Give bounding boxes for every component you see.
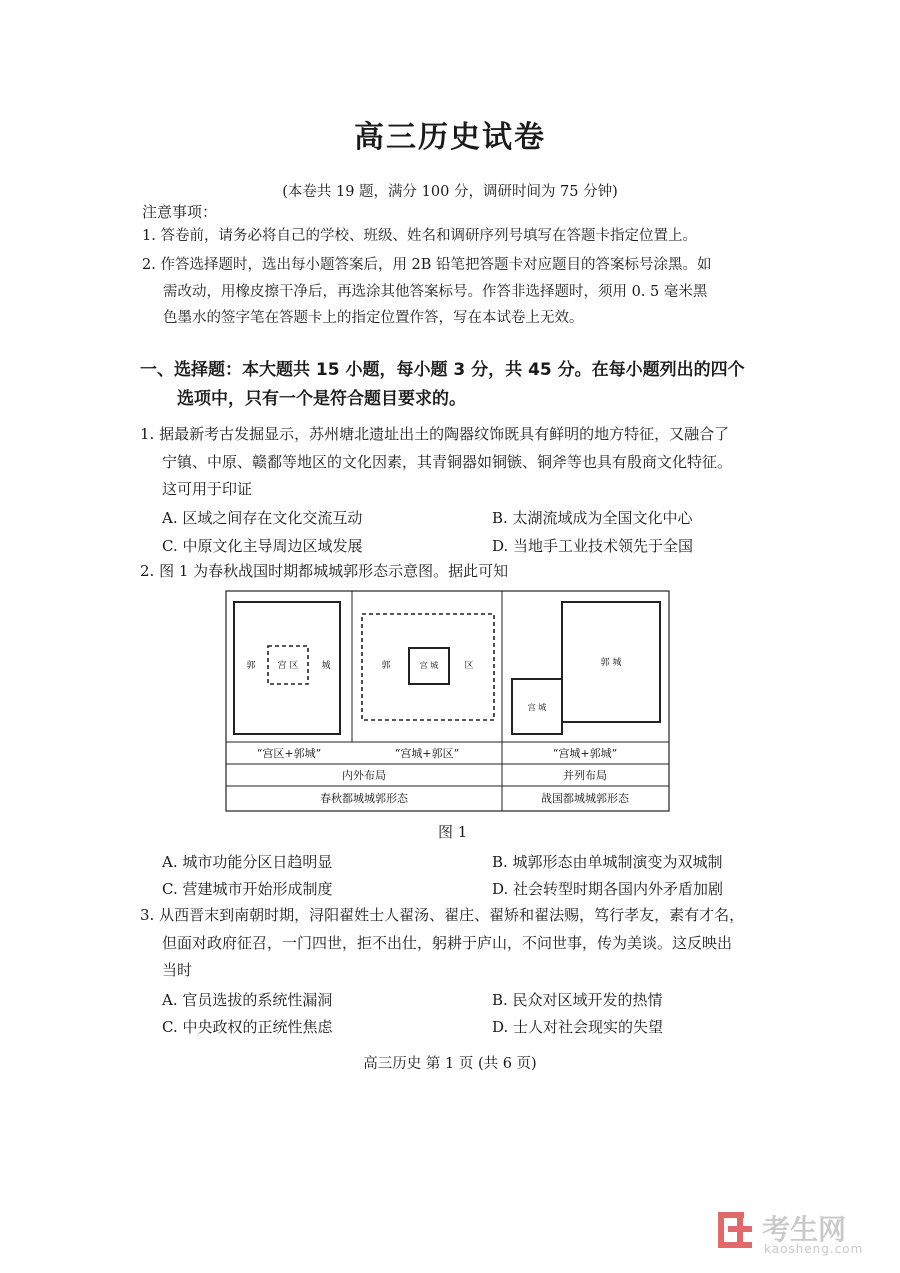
section-heading-cont: 选项中，只有一个是符合题目要求的。 — [177, 389, 466, 409]
layout-inner-outer: 内外布局 — [342, 769, 386, 782]
q1-stem: 宁镇、中原、赣鄱等地区的文化因素，其青铜器如铜镞、铜斧等也具有殷商文化特征。 — [162, 453, 733, 471]
q3-option-d: D. 士人对社会现实的失望 — [492, 1018, 664, 1036]
q2-option-a: A. 城市功能分区日趋明显 — [162, 853, 333, 871]
p1-inner-label: 宫 区 — [277, 661, 299, 671]
caption-2: “宫城+郭区” — [394, 747, 460, 760]
caption-1: “宫区+郭城” — [256, 747, 322, 760]
q1-option-a: A. 区域之间存在文化交流互动 — [162, 509, 363, 527]
p3-big-label: 郭 城 — [600, 658, 622, 668]
note-line: 需改动，用橡皮擦干净后，再选涂其他答案标号。作答非选择题时，须用 0. 5 毫米黑 — [163, 284, 708, 300]
kaosheng-logo-icon — [714, 1208, 756, 1252]
watermark — [714, 1208, 884, 1258]
q2-option-d: D. 社会转型时期各国内外矛盾加剧 — [492, 880, 724, 898]
q2-stem: 2. 图 1 为春秋战国时期都城城郭形态示意图。据此可知 — [140, 562, 509, 580]
q2-option-c: C. 营建城市开始形成制度 — [162, 880, 333, 898]
q1-option-b: B. 太湖流域成为全国文化中心 — [492, 509, 693, 527]
watermark-brand: 考生网 — [762, 1213, 847, 1246]
q1-stem: 这可用于印证 — [162, 480, 253, 498]
figure-caption: 图 1 — [438, 823, 468, 841]
caption-3: “宫城+郭城” — [552, 747, 618, 760]
p1-right-label: 城 — [321, 661, 331, 671]
q1-stem: 1. 据最新考古发掘显示，苏州塘北遗址出土的陶器纹饰既具有鲜明的地方特征，又融合了 — [140, 425, 730, 443]
section-heading: 一、选择题：本大题共 15 小题，每小题 3 分，共 45 分。在每小题列出的四个 — [140, 360, 745, 380]
q3-stem: 当时 — [162, 961, 193, 979]
watermark-url: kaosheng.com — [764, 1242, 864, 1256]
q3-option-b: B. 民众对区域开发的热情 — [492, 991, 663, 1009]
p2-right-label: 区 — [464, 661, 474, 671]
p2-inner-label: 宫 城 — [419, 661, 439, 670]
p3-small-label: 宫 城 — [527, 703, 547, 712]
notes-heading: 注意事项： — [142, 203, 218, 221]
layout-parallel: 并列布局 — [563, 769, 607, 782]
q3-stem: 3. 从西晋末到南朝时期，浔阳翟姓士人翟汤、翟庄、翟矫和翟法赐，笃行孝友，素有才名， — [140, 906, 745, 924]
q3-option-a: A. 官员选拔的系统性漏洞 — [162, 991, 333, 1009]
era-spring-autumn: 春秋都城城郭形态 — [320, 792, 408, 805]
q2-option-b: B. 城郭形态由单城制演变为双城制 — [492, 853, 723, 871]
p2-left-label: 郭 — [381, 661, 391, 671]
p1-left-label: 郭 — [246, 661, 256, 671]
era-warring-states: 战国都城城郭形态 — [541, 792, 629, 805]
page-title: 高三历史试卷 — [354, 120, 546, 155]
city-layout-figure — [225, 590, 670, 812]
q3-option-c: C. 中央政权的正统性焦虑 — [162, 1018, 333, 1036]
note-line: 色墨水的签字笔在答题卡上的指定位置作答，写在本试卷上无效。 — [163, 310, 584, 326]
exam-info: (本卷共 19 题，满分 100 分，调研时间为 75 分钟) — [282, 184, 618, 200]
note-line: 1. 答卷前，请务必将自己的学校、班级、姓名和调研序列号填写在答题卡指定位置上。 — [142, 228, 697, 244]
q1-option-c: C. 中原文化主导周边区域发展 — [162, 537, 363, 555]
q1-option-d: D. 当地手工业技术领先于全国 — [492, 537, 694, 555]
q3-stem: 但面对政府征召，一门四世，拒不出仕，躬耕于庐山，不问世事，传为美谈。这反映出 — [162, 934, 733, 952]
page-footer: 高三历史 第 1 页 (共 6 页) — [363, 1056, 537, 1072]
note-line: 2. 作答选择题时，选出每小题答案后，用 2B 铅笔把答题卡对应题目的答案标号涂黑。如 — [142, 257, 712, 273]
